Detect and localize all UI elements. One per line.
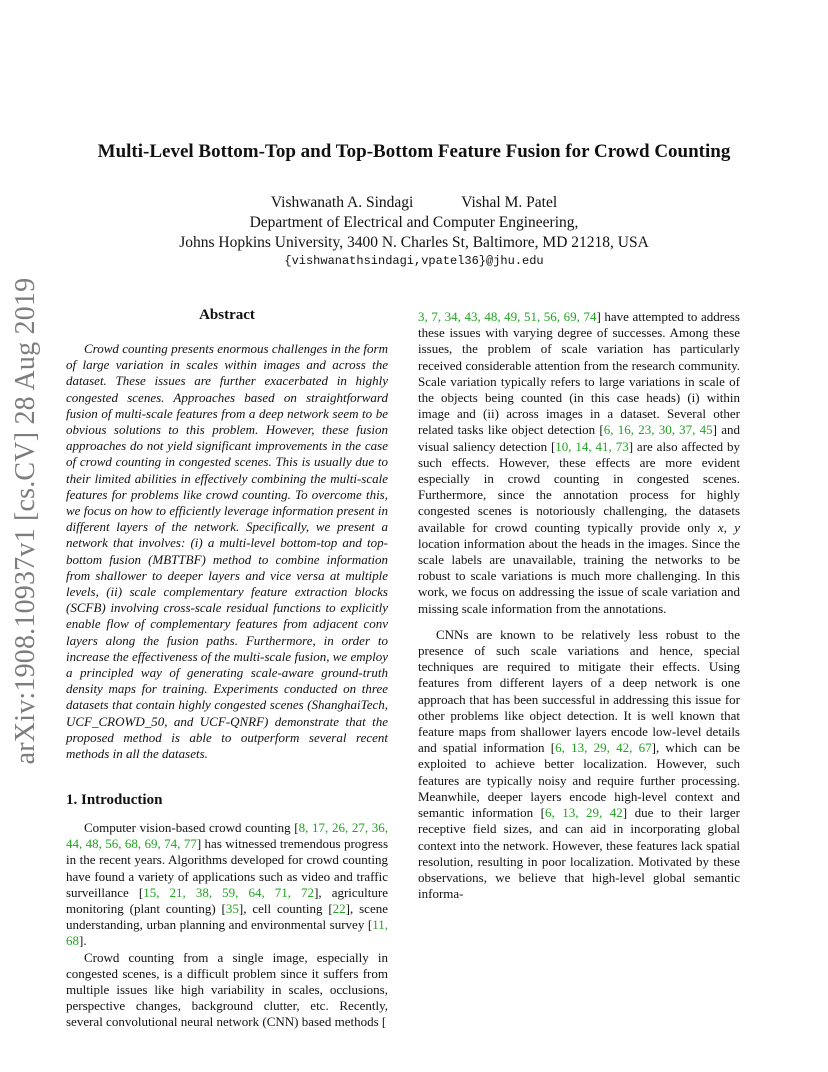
abstract-text: Crowd counting presents enormous challenges in the form of large variation in scales within images and across the dataset. These issues are further exacerbated in highly congested scenes. Approaches based on straightforward fusion of multi-scale features from a deep network seem to be obvious solutions to this problem. However, these fusion approaches do not yield significant improvements in the case of crowd counting in congested scenes. This is usually due to their limited abilities in effectively combining the multi-scale features for problems like crowd counting. To overcome this, we focus on how to efficiently leverage information present in different layers of the network. Specifically, we present a network that involves: (i) a multi-level bottom-top and top-bottom fusion (MBTTBF) method to combine information from shallower to deeper layers and vice versa at multiple levels, (ii) scale complementary feature extraction blocks (SCFB) involving cross-scale residual functions to explicitly enable flow of complementary features from adjacent conv layers along the fusion paths. Furthermore, in order to increase the effectiveness of the multi-scale fusion, we employ a principled way of generating scale-aware ground-truth density maps for training. Experiments conducted on three datasets that contain highly congested scenes (ShanghaiTech, UCF_CROWD_50, and UCF-QNRF) demonstrate that the proposed method is able to outperform several recent methods in all the datasets. (66, 341, 388, 762)
affiliation-university: Johns Hopkins University, 3400 N. Charles St, Baltimore, MD 21218, USA (179, 234, 649, 251)
paper-title: Multi-Level Bottom-Top and Top-Bottom Feature Fusion for Crowd Counting (97, 141, 731, 162)
citation-link[interactable]: 35 (225, 901, 239, 917)
author-name: Vishwanath A. Sindagi (270, 194, 414, 211)
author-email: {vishwanathsindagi,vpatel36}@jhu.edu (284, 254, 544, 268)
arxiv-watermark (9, 278, 43, 764)
citation-link[interactable]: 10, 14, 41, 73 (555, 438, 629, 454)
citation-link[interactable]: 6, 13, 29, 42 (544, 805, 623, 821)
citation-link[interactable]: 15, 21, 38, 59, 64, 71, 72 (143, 884, 315, 900)
author-list (0, 194, 828, 212)
body-paragraph: 3, 7, 34, 43, 48, 49, 51, 56, 69, 74] have attempted to address these issues with varying degree of successes. Among these issues, the problem of scale variation has particularly received considerable attention from the research community. Scale variation typically refers to large variations in scale of the objects being counted (in this case heads) (i) within image and (ii) across images in a dataset. Several other related tasks like object detection [6, 16, 23, 30, 37, 45] and visual saliency detection [10, 14, 41, 73] are also affected by such effects. However, these effects are more evident especially in crowd counting in congested scenes. Furthermore, since the annotation process for highly congested scenes is notoriously challenging, the datasets available for crowd counting typically provide only x, y location information about the heads in the images. Since the scale labels are unavailable, training the networks to be robust to scale variations is much more challenging. In this work, we focus on addressing the issue of scale variation and missing scale information from the annotations. (418, 309, 741, 616)
arxiv-identifier: arXiv:1908.10937v1 [cs.CV] 28 Aug 2019 (10, 277, 41, 765)
introduction-column (66, 820, 388, 1031)
intro-paragraph: Computer vision-based crowd counting [8, 17, 26, 27, 36, 44, 48, 56, 68, 69, 74, 77] has witnessed tremendous progress in the recent years. Algorithms developed for crowd counting have found a variety of applications such as video and traffic surveillance [15, 21, 38, 59, 64, 71, 72], agriculture monitoring (plant counting) [35], cell counting [22], scene understanding, urban planning and environmental survey [11, 68]. (66, 820, 389, 949)
citation-link[interactable]: 3, 7, 34, 43, 48, 49, 51, 56, 69, 74 (418, 309, 597, 324)
citation-link[interactable]: 22 (332, 901, 346, 917)
author-name: Vishal M. Patel (461, 194, 558, 211)
body-paragraph: CNNs are known to be relatively less robust to the presence of such scale variations and hence, special techniques are required to mitigate their effects. Using features from different layers of a deep network is one approach that has been successful in addressing this issue for other problems like object detection. It is well known that feature maps from shallower layers encode low-level details and spatial information [6, 13, 29, 42, 67], which can be exploited to achieve better localization. However, such features are typically noisy and require further processing. Meanwhile, deeper layers encode high-level context and semantic information [6, 13, 29, 42] due to their larger receptive field sizes, and can aid in incorporating global context into the network. However, these features lack spatial resolution, resulting in poor localization. Motivated by these observations, we believe that high-level global semantic informa- (418, 626, 741, 902)
math-xy: x, y (717, 519, 740, 535)
intro-paragraph: Crowd counting from a single image, especially in congested scenes, is a difficult problem since it suffers from multiple issues like high variability in scales, occlusions, perspective changes, background clutter, etc. Recently, several convolutional neural network (CNN) based methods [ (66, 949, 388, 1030)
affiliation-department: Department of Electrical and Computer Engineering, (249, 214, 579, 231)
abstract-heading: Abstract (199, 307, 255, 323)
citation-link[interactable]: 11, 68 (66, 917, 388, 949)
citation-link[interactable]: 6, 13, 29, 42, 67 (555, 740, 652, 756)
section-heading-introduction: 1. Introduction (66, 792, 163, 808)
citation-link[interactable]: 6, 16, 23, 30, 37, 45 (603, 422, 713, 438)
abstract-body (66, 341, 388, 762)
right-column (418, 309, 740, 902)
citation-link[interactable]: 8, 17, 26, 27, 36, 44, 48, 56, 68, 69, 74, 77 (66, 820, 389, 852)
